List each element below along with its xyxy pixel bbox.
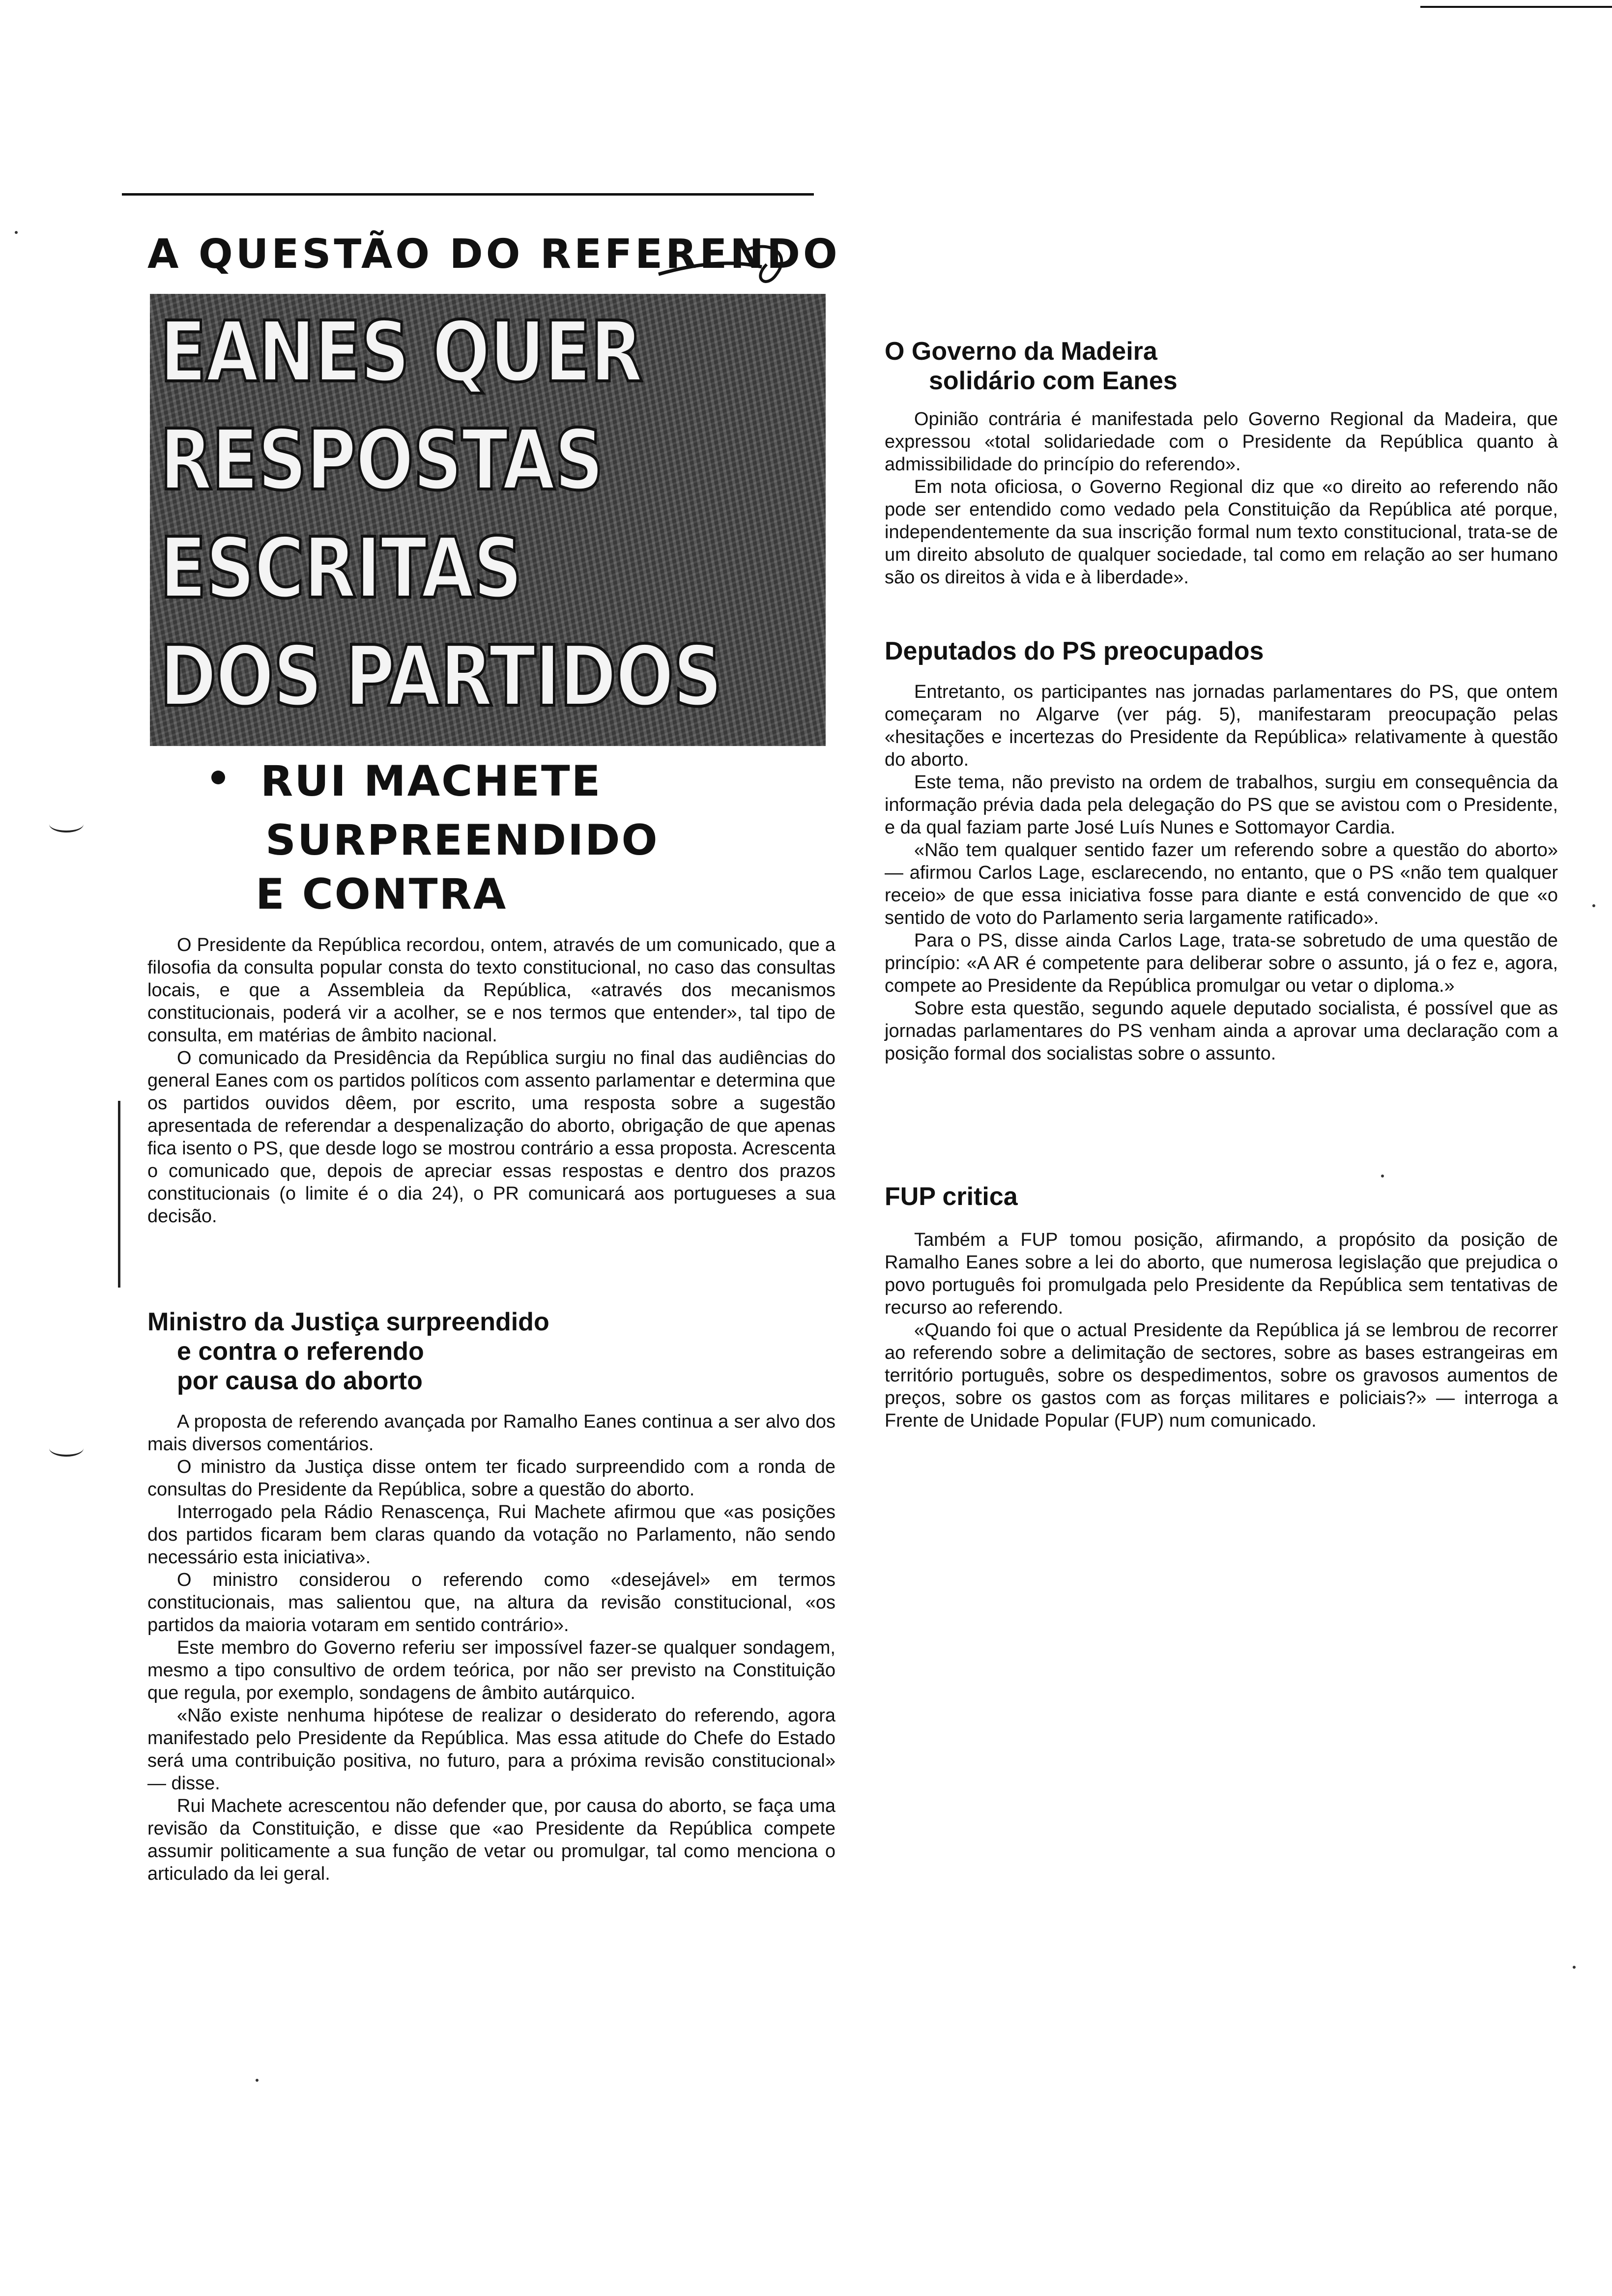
justica-heading-line-2: e contra o referendo [177, 1337, 424, 1366]
justica-paragraph: A proposta de referendo avançada por Ramalho Eanes continua a ser alvo dos mais diversos comentários. [147, 1411, 835, 1455]
justica-paragraph: «Não existe nenhuma hipótese de realizar o desiderato do referendo, agora manifestado pelo Presidente da República. Mas essa atitude do Chefe do Estado será uma contribuição positiva, no futuro, para a próxima revisão constitucional» — disse. [147, 1705, 835, 1794]
justica-heading-line-1: Ministro da Justiça surpreendido [147, 1308, 549, 1336]
scan-speck [1573, 1966, 1576, 1969]
margin-vertical-rule [118, 1101, 120, 1288]
kicker: A QUESTÃO DO REFERENDO [147, 231, 840, 278]
fup-heading: FUP critica [885, 1182, 1018, 1211]
lead-text [147, 934, 835, 1228]
madeira-text [885, 408, 1558, 589]
headline-banner [150, 294, 826, 746]
fup-text [885, 1229, 1558, 1432]
headline-line-1: EANES QUER [160, 304, 642, 401]
top-edge-rule [1420, 6, 1612, 8]
subhead-line-1: RUI MACHETE [260, 757, 602, 806]
justica-paragraph: Rui Machete acrescentou não defender que, por causa do aborto, se faça uma revisão da Constituição, e disse que «ao Presidente da República compete assumir politicamente a sua função de vetar ou promulgar, tal como menciona o articulado da lei geral. [147, 1796, 835, 1884]
justica-paragraph: Este membro do Governo referiu ser impossível fazer-se qualquer sondagem, mesmo a tipo consultivo de ordem teórica, por não ser previsto na Constituição que regula, por exemplo, sondagens de âmbito autárquico. [147, 1637, 835, 1703]
madeira-heading [885, 337, 1558, 396]
madeira-paragraph: Em nota oficiosa, o Governo Regional diz que «o direito ao referendo não pode ser entendido como vedado pela Constituição da República até porque, independentemente da sua inscrição formal num texto constitucional, trata-se de um direito absoluto de qualquer sociedade, tal como em relação ao ser humano são os direitos à vida e à liberdade». [885, 477, 1558, 588]
scan-speck [256, 2079, 259, 2082]
justica-text [147, 1410, 835, 1885]
ps-paragraph: «Não tem qualquer sentido fazer um referendo sobre a questão do aborto» — afirmou Carlos Lage, esclarecendo, no entanto, que o PS «não tem qualquer receio» de que essa iniciativa fosse para diante e está convencido de que «o sentido de voto do Parlamento seria largamente ratificado». [885, 840, 1558, 928]
justica-paragraph: Interrogado pela Rádio Renascença, Rui Machete afirmou que «as posições dos partidos ficaram bem claras quando da votação no Parlamento, não sendo necessário esta iniciativa». [147, 1502, 835, 1568]
scan-mark [49, 1440, 84, 1457]
ps-paragraph: Entretanto, os participantes nas jornadas parlamentares do PS, que ontem começaram no Algarve (ver pág. 5), manifestaram preocupação pelas «hesitações e incertezas do Presidente da República» relativamente à questão do aborto. [885, 682, 1558, 770]
header-rule [122, 193, 814, 196]
ps-paragraph: Sobre esta questão, segundo aquele deputado socialista, é possível que as jornadas parlamentares do PS venham ainda a aprovar uma declaração com a posição formal dos socialistas sobre o assunto. [885, 998, 1558, 1064]
fup-paragraph: Também a FUP tomou posição, afirmando, a propósito da posição de Ramalho Eanes sobre a lei do aborto, que numerosa legislação que prejudica o povo português foi promulgada pelo Presidente da República sem tentativas de recurso ao referendo. [885, 1230, 1558, 1318]
headline-line-3: ESCRITAS [160, 520, 522, 617]
madeira-heading-line-2: solidário com Eanes [929, 367, 1178, 395]
ps-text [885, 681, 1558, 1065]
justica-heading [147, 1307, 835, 1396]
headline-line-2: RESPOSTAS [160, 412, 603, 509]
scan-speck [1381, 1175, 1384, 1177]
ps-heading: Deputados do PS preocupados [885, 637, 1264, 665]
fup-paragraph: «Quando foi que o actual Presidente da República já se lembrou de recorrer ao referendo sobre a delimitação de sectores, sobre as bases estrangeiras em território português, sobre os despedimentos, sobre os gravosos aumentos de preços, sobre os gastos com as forças militares e policiais?» — interroga a Frente de Unidade Popular (FUP) num comunicado. [885, 1320, 1558, 1431]
scan-speck [15, 231, 18, 234]
handwritten-swash-icon [654, 240, 801, 294]
justica-paragraph: O ministro considerou o referendo como «desejável» em termos constitucionais, mas salientou que, na altura da revisão constitucional, «os partidos da maioria votaram em sentido contrário». [147, 1570, 835, 1636]
lead-paragraph: O Presidente da República recordou, ontem, através de um comunicado, que a filosofia da consulta popular consta do texto constitucional, no caso das consultas locais, e que a Assembleia da República, «através dos mecanismos constitucionais, poderá vir a acolher, se e nos termos que entender», tal tipo de consulta, em matérias de âmbito nacional. [147, 935, 835, 1046]
scan-mark [49, 816, 84, 832]
lead-paragraph: O comunicado da Presidência da República surgiu no final das audiências do general Eanes com os partidos políticos com assento parlamentar e determina que os partidos ouvidos dêem, por escrito, uma resposta sobre a sugestão apresentada de referendar a despenalização do aborto, obrigação de que apenas fica isento o PS, que desde logo se mostrou contrário a essa proposta. Acrescenta o comunicado que, depois de apreciar essas respostas e dentro dos prazos constitucionais (o limite é o dia 24), o PR comunicará aos portugueses a sua decisão. [147, 1048, 835, 1227]
madeira-paragraph: Opinião contrária é manifestada pelo Governo Regional da Madeira, que expressou «total solidariedade com o Presidente da República quanto à admissibilidade do princípio do referendo». [885, 409, 1558, 475]
subhead-line-2: SURPREENDIDO [265, 816, 659, 865]
ps-paragraph: Este tema, não previsto na ordem de trabalhos, surgiu em consequência da informação prévia dada pela delegação do PS que se avistou com o Presidente, e da qual faziam parte José Luís Nunes e Sottomayor Cardia. [885, 772, 1558, 838]
scan-speck [1592, 904, 1595, 907]
ps-paragraph: Para o PS, disse ainda Carlos Lage, trata-se sobretudo de uma questão de princípio: «A AR é competente para deliberar sobre o assunto, já o fez e, agora, compete ao Presidente da República promulgar ou vetar o diploma.» [885, 930, 1558, 996]
bullet-icon [211, 771, 225, 784]
justica-heading-line-3: por causa do aborto [177, 1367, 423, 1395]
madeira-heading-line-1: O Governo da Madeira [885, 337, 1157, 366]
justica-paragraph: O ministro da Justiça disse ontem ter ficado surpreendido com a ronda de consultas do Presidente da República, sobre a questão do aborto. [147, 1457, 835, 1500]
headline-line-4: DOS PARTIDOS [160, 628, 722, 725]
subhead-line-3: E CONTRA [256, 870, 508, 919]
